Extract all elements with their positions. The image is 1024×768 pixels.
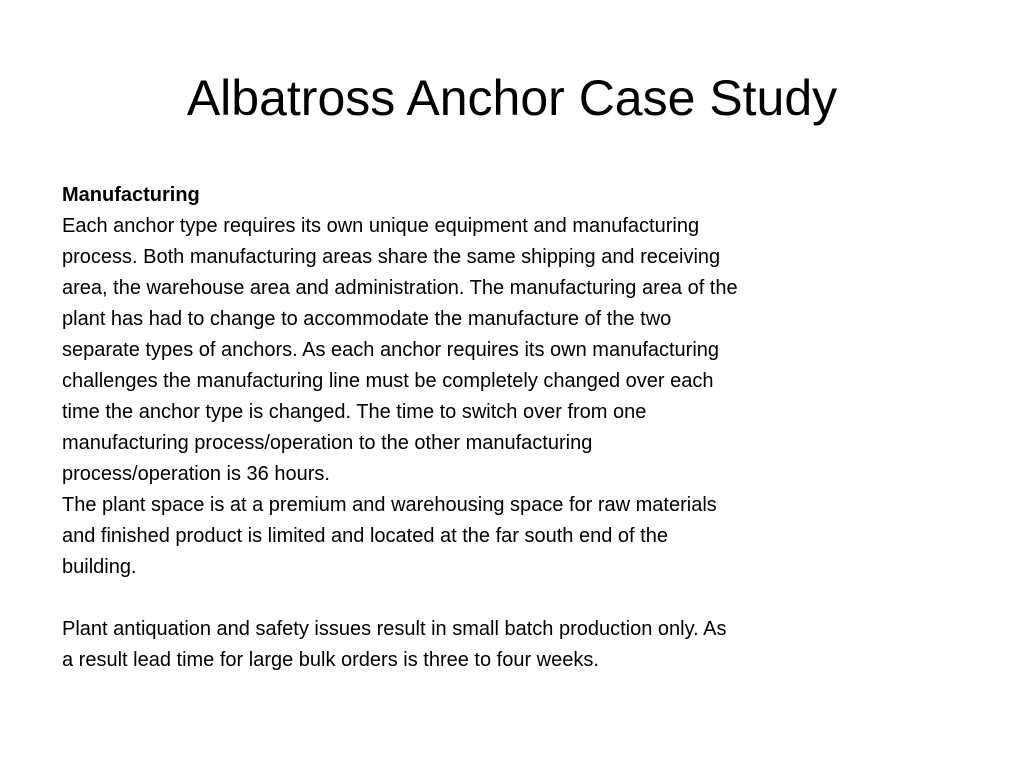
text-line: and finished product is limited and located at the far south end of the [62, 525, 668, 547]
text-line: process. Both manufacturing areas share the same shipping and receiving [62, 246, 721, 268]
slide-title: Albatross Anchor Case Study [186, 70, 838, 126]
text-line: time the anchor type is changed. The time to switch over from one [62, 401, 647, 423]
paragraph-antiquation [62, 614, 872, 676]
text-line: Plant antiquation and safety issues result in small batch production only. As [62, 618, 727, 640]
text-line: a result lead time for large bulk orders is three to four weeks. [62, 649, 599, 671]
text-line: process/operation is 36 hours. [62, 463, 330, 485]
text-line: plant has had to change to accommodate the manufacture of the two [62, 308, 672, 330]
text-line: The plant space is at a premium and warehousing space for raw materials [62, 494, 717, 516]
paragraph-plant-space [62, 490, 872, 583]
paragraph-equipment [62, 211, 872, 490]
text-line: challenges the manufacturing line must be completely changed over each [62, 370, 714, 392]
text-line: building. [62, 556, 137, 578]
paragraph-spacer [62, 583, 872, 614]
text-line: Each anchor type requires its own unique equipment and manufacturing [62, 215, 700, 237]
text-line: separate types of anchors. As each anchor requires its own manufacturing [62, 339, 720, 361]
text-line: area, the warehouse area and administration. The manufacturing area of the [62, 277, 738, 299]
text-line: manufacturing process/operation to the other manufacturing [62, 432, 593, 454]
slide-body [62, 180, 872, 676]
section-heading-manufacturing: Manufacturing [62, 184, 200, 206]
